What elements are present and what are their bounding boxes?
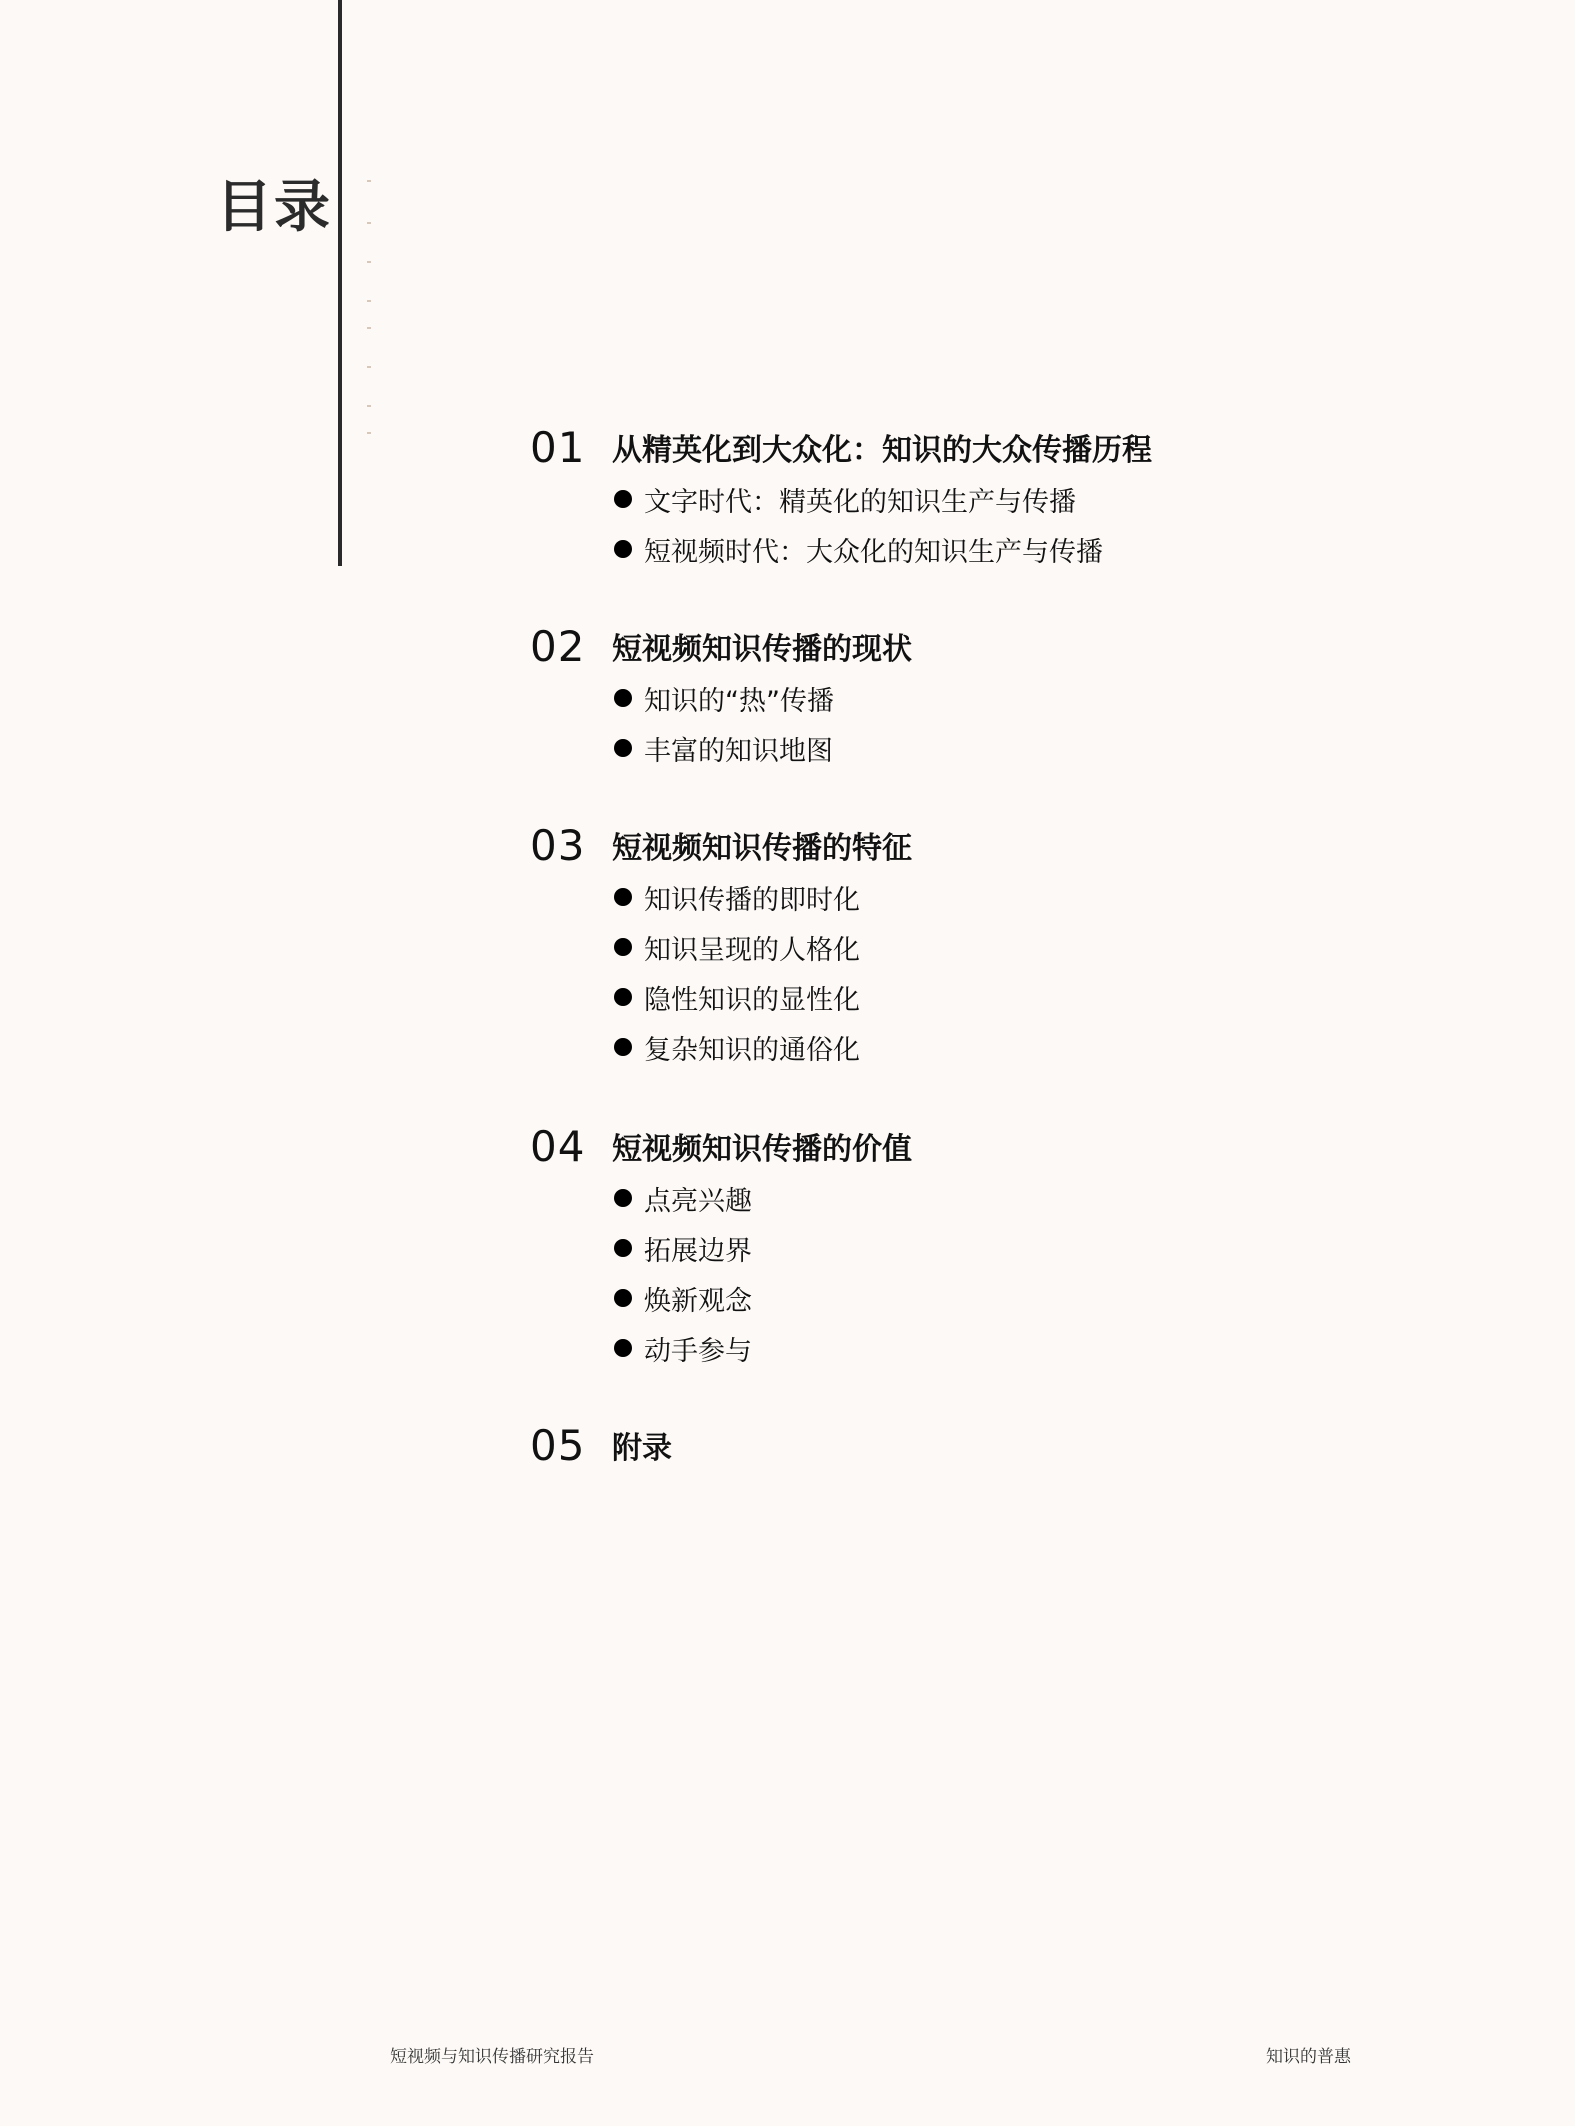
bullet-icon [614, 689, 632, 707]
bullet-icon [614, 540, 632, 558]
section-title: 短视频知识传播的现状 [612, 632, 912, 667]
section-header[interactable] [530, 1119, 912, 1173]
subsection-list [530, 1173, 912, 1373]
section-title: 短视频知识传播的特征 [612, 831, 912, 866]
subsection-label: 短视频时代：大众化的知识生产与传播 [644, 536, 1103, 568]
subsection-item[interactable] [614, 1323, 912, 1373]
tick-mark [367, 405, 371, 407]
subsection-item[interactable] [614, 524, 1152, 574]
bullet-icon [614, 1289, 632, 1307]
subsection-label: 知识传播的即时化 [644, 884, 860, 916]
tick-mark [367, 180, 371, 182]
subsection-label: 文字时代：精英化的知识生产与传播 [644, 486, 1076, 518]
toc-section-04 [530, 1119, 912, 1373]
footer-section-title: 知识的普惠 [1266, 2047, 1351, 2067]
bullet-icon [614, 490, 632, 508]
section-number: 04 [530, 1121, 586, 1171]
toc-section-02 [530, 619, 912, 773]
subsection-label: 动手参与 [644, 1335, 752, 1367]
section-title: 从精英化到大众化：知识的大众传播历程 [612, 433, 1152, 468]
tick-mark [367, 366, 371, 368]
footer-report-title: 短视频与知识传播研究报告 [390, 2047, 594, 2067]
subsection-label: 拓展边界 [644, 1235, 752, 1267]
subsection-label: 焕新观念 [644, 1285, 752, 1317]
tick-mark [367, 432, 371, 434]
section-header[interactable] [530, 1418, 672, 1472]
bullet-icon [614, 1339, 632, 1357]
tick-mark [367, 261, 371, 263]
bullet-icon [614, 739, 632, 757]
section-title: 短视频知识传播的价值 [612, 1132, 912, 1167]
section-number: 01 [530, 422, 586, 472]
subsection-list [530, 872, 912, 1072]
section-header[interactable] [530, 818, 912, 872]
toc-section-03 [530, 818, 912, 1072]
tick-mark [367, 300, 371, 302]
section-number: 05 [530, 1420, 586, 1470]
toc-heading: 目录 [216, 175, 332, 240]
subsection-label: 隐性知识的显性化 [644, 984, 860, 1016]
subsection-label: 丰富的知识地图 [644, 735, 833, 767]
subsection-list [530, 673, 912, 773]
subsection-item[interactable] [614, 474, 1152, 524]
bullet-icon [614, 938, 632, 956]
bullet-icon [614, 1038, 632, 1056]
subsection-item[interactable] [614, 972, 912, 1022]
toc-section-01 [530, 420, 1152, 574]
subsection-item[interactable] [614, 922, 912, 972]
subsection-item[interactable] [614, 1273, 912, 1323]
toc-section-05 [530, 1418, 672, 1472]
bullet-icon [614, 1239, 632, 1257]
tick-mark [367, 222, 371, 224]
tick-mark [367, 327, 371, 329]
bullet-icon [614, 888, 632, 906]
subsection-item[interactable] [614, 673, 912, 723]
subsection-list [530, 474, 1152, 574]
subsection-item[interactable] [614, 872, 912, 922]
subsection-item[interactable] [614, 1223, 912, 1273]
bullet-icon [614, 988, 632, 1006]
subsection-item[interactable] [614, 1173, 912, 1223]
subsection-label: 点亮兴趣 [644, 1185, 752, 1217]
subsection-item[interactable] [614, 1022, 912, 1072]
subsection-label: 知识呈现的人格化 [644, 934, 860, 966]
subsection-label: 知识的“热”传播 [644, 685, 834, 717]
bullet-icon [614, 1189, 632, 1207]
section-title: 附录 [612, 1431, 672, 1466]
section-number: 03 [530, 820, 586, 870]
subsection-label: 复杂知识的通俗化 [644, 1034, 860, 1066]
section-header[interactable] [530, 420, 1152, 474]
vertical-divider [338, 0, 342, 566]
section-number: 02 [530, 621, 586, 671]
section-header[interactable] [530, 619, 912, 673]
subsection-item[interactable] [614, 723, 912, 773]
